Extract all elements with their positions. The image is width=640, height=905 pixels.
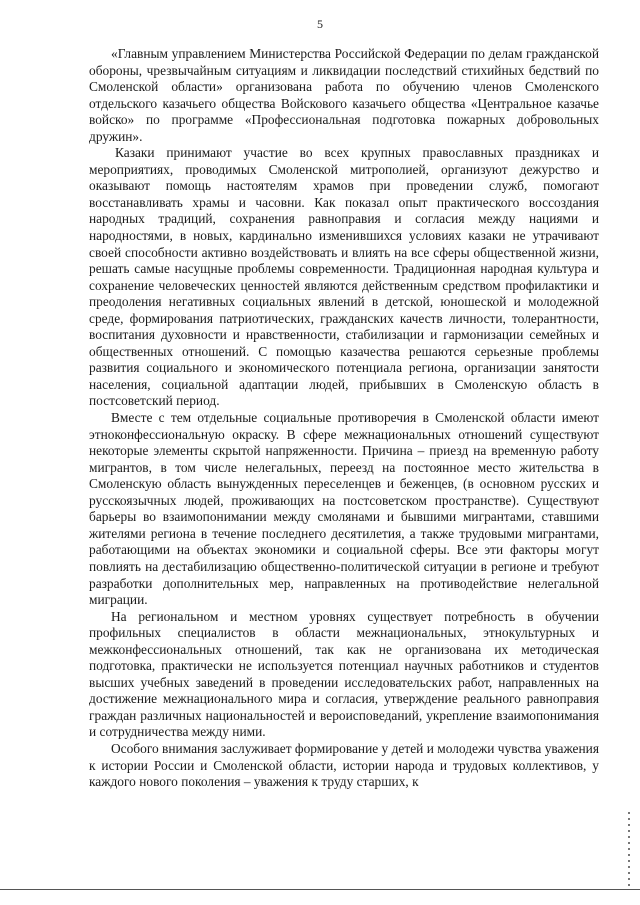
scan-margin-marks (628, 812, 630, 887)
paragraph-4: На региональном и местном уровнях существует потребность в обучении профильных специалистов в области межнациональных, этнокультурных и межконфессиональных отношений, так как не организована их методическая подготовка, практически не используется потенциал научных работников и студентов высших учебных заведений в проведении исследовательских работ, направленных на достижение межнационального мира и согласия, утверждение реального равноправия граждан различных национальностей и вероисповеданий, укрепление взаимопонимания и сотрудничества между ними. (89, 608, 599, 740)
page-number: 5 (317, 17, 323, 31)
paragraph-1: «Главным управлением Министерства Российской Федерации по делам гражданской обороны, чрезвычайным ситуациям и ликвидации последствий стихийных бедствий по Смоленской области» организована работа по обучению членов Смоленского отдельского казачьего общества Войскового казачьего общества «Центральное казачье войско» по программе «Профессиональная подготовка пожарных добровольных дружин». (89, 46, 599, 144)
document-body (89, 46, 599, 791)
scan-edge-line (0, 889, 640, 890)
paragraph-5: Особого внимания заслуживает формирование у детей и молодежи чувства уважения к истории России и Смоленской области, истории народа и трудовых коллективов, у каждого нового поколения – уважения к труду старших, к (89, 740, 599, 790)
paragraph-2: Казаки принимают участие во всех крупных православных праздниках и мероприятиях, проводимых Смоленской митрополией, организуют дежурство и оказывают помощь настоятелям храмов при проведении служб, помогают восстанавливать храмы и часовни. Как показал опыт практического воссоздания народных традиций, сохранения равноправия и согласия между нациями и народностями, в новых, кардинально изменившихся условиях казаки не утрачивают своей способности активно воздействовать и влиять на все сферы общественной жизни, решать самые насущные проблемы современности. Традиционная народная культура и сохранение человеческих ценностей являются действенным средством профилактики и преодоления негативных социальных явлений в детской, юношеской и молодежной среде, формирования патриотических, гражданских качеств личности, толерантности, воспитания духовности и нравственности, стабилизации и гармонизации семейных и общественных отношений. С помощью казачества решаются серьезные проблемы развития социального и экономического потенциала региона, организации занятости населения, социальной адаптации людей, прибывших в Смоленскую область в постсоветский период. (89, 145, 599, 409)
paragraph-3: Вместе с тем отдельные социальные противоречия в Смоленской области имеют этноконфессиональную окраску. В сфере межнациональных отношений существуют некоторые элементы скрытой напряженности. Причина – приезд на временную работу мигрантов, в том числе нелегальных, переезд на постоянное место жительства в Смоленскую область вынужденных переселенцев и беженцев, (в основном русских и русскоязычных людей, проживающих на постсоветском пространстве). Существуют барьеры во взаимопонимании между смолянами и бывшими мигрантами, ставшими жителями региона в течение последнего десятилетия, а также трудовыми мигрантами, работающими на объектах экономики и социальной сферы. Все эти факторы могут повлиять на дестабилизацию общественно-политической ситуации в регионе и требуют разработки дополнительных мер, направленных на противодействие нелегальной миграции. (89, 410, 599, 608)
